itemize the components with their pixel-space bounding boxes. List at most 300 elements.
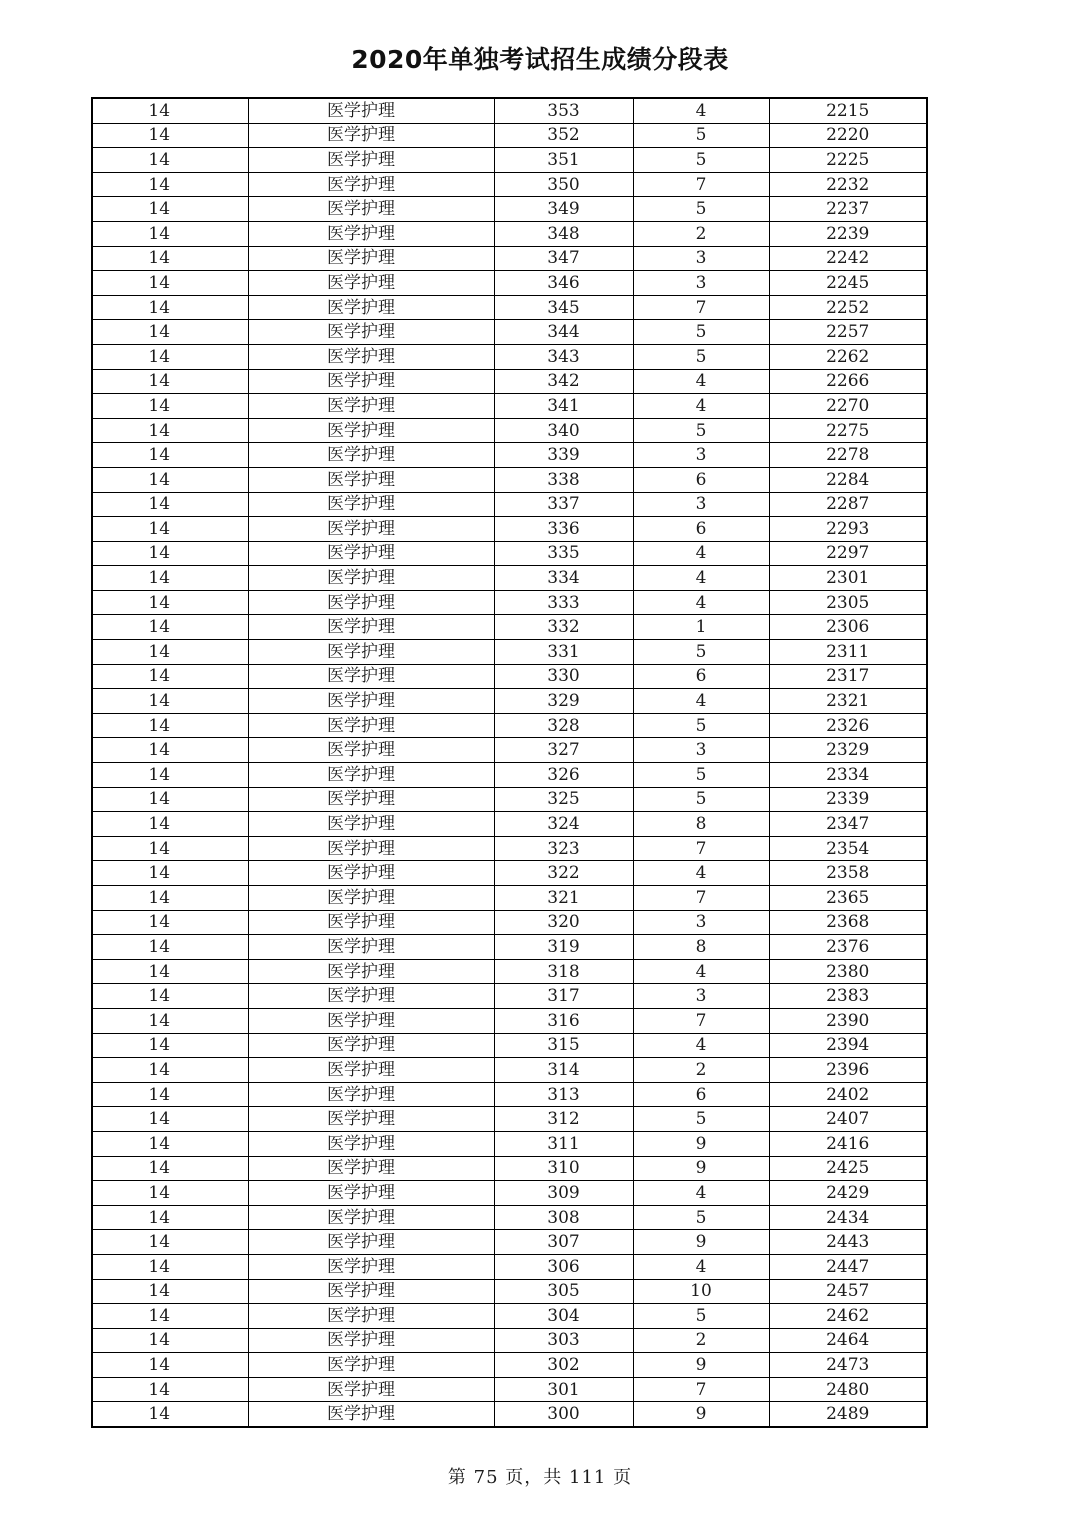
major-cell: 医学护理 [248,984,494,1009]
count-cell: 7 [633,1377,769,1402]
major-cell: 医学护理 [248,344,494,369]
score-cell: 330 [494,664,633,689]
category-cell: 14 [92,418,248,443]
table-row [92,295,927,320]
table-row [92,492,927,517]
table-row [92,1402,927,1427]
major-cell: 医学护理 [248,1131,494,1156]
major-cell: 医学护理 [248,590,494,615]
score-cell: 306 [494,1254,633,1279]
count-cell: 7 [633,1008,769,1033]
cumulative-cell: 2305 [769,590,927,615]
major-cell: 医学护理 [248,689,494,714]
count-cell: 9 [633,1131,769,1156]
category-cell: 14 [92,541,248,566]
category-cell: 14 [92,221,248,246]
major-cell: 医学护理 [248,1156,494,1181]
table-row [92,787,927,812]
cumulative-cell: 2347 [769,812,927,837]
score-cell: 337 [494,492,633,517]
table-row [92,664,927,689]
count-cell: 9 [633,1353,769,1378]
cumulative-cell: 2317 [769,664,927,689]
major-cell: 医学护理 [248,517,494,542]
score-cell: 302 [494,1353,633,1378]
count-cell: 5 [633,418,769,443]
cumulative-cell: 2383 [769,984,927,1009]
major-cell: 医学护理 [248,836,494,861]
count-cell: 9 [633,1156,769,1181]
table-row [92,148,927,173]
table-row [92,221,927,246]
score-cell: 347 [494,246,633,271]
count-cell: 5 [633,787,769,812]
table-row [92,197,927,222]
count-cell: 3 [633,246,769,271]
table-row [92,443,927,468]
score-cell: 338 [494,467,633,492]
cumulative-cell: 2443 [769,1230,927,1255]
major-cell: 医学护理 [248,1353,494,1378]
score-cell: 351 [494,148,633,173]
count-cell: 10 [633,1279,769,1304]
table-row [92,763,927,788]
major-cell: 医学护理 [248,861,494,886]
count-cell: 6 [633,1082,769,1107]
score-cell: 342 [494,369,633,394]
score-cell: 345 [494,295,633,320]
score-cell: 328 [494,713,633,738]
major-cell: 医学护理 [248,713,494,738]
score-cell: 313 [494,1082,633,1107]
major-cell: 医学护理 [248,1304,494,1329]
count-cell: 5 [633,148,769,173]
score-cell: 336 [494,517,633,542]
score-cell: 329 [494,689,633,714]
category-cell: 14 [92,1156,248,1181]
major-cell: 医学护理 [248,1107,494,1132]
table-row [92,1033,927,1058]
category-cell: 14 [92,271,248,296]
category-cell: 14 [92,566,248,591]
score-cell: 332 [494,615,633,640]
category-cell: 14 [92,861,248,886]
major-cell: 医学护理 [248,738,494,763]
score-cell: 303 [494,1328,633,1353]
cumulative-cell: 2429 [769,1181,927,1206]
score-cell: 315 [494,1033,633,1058]
table-row [92,812,927,837]
category-cell: 14 [92,1008,248,1033]
score-cell: 325 [494,787,633,812]
category-cell: 14 [92,492,248,517]
category-cell: 14 [92,172,248,197]
cumulative-cell: 2257 [769,320,927,345]
count-cell: 6 [633,467,769,492]
cumulative-cell: 2394 [769,1033,927,1058]
page-footer [0,1463,1080,1489]
table-row [92,738,927,763]
major-cell: 医学护理 [248,1082,494,1107]
table-row [92,320,927,345]
score-cell: 350 [494,172,633,197]
category-cell: 14 [92,394,248,419]
score-cell: 353 [494,98,633,123]
table-row [92,1181,927,1206]
category-cell: 14 [92,295,248,320]
category-cell: 14 [92,1353,248,1378]
table-row [92,1107,927,1132]
score-cell: 331 [494,640,633,665]
cumulative-cell: 2220 [769,123,927,148]
category-cell: 14 [92,910,248,935]
cumulative-cell: 2266 [769,369,927,394]
score-cell: 326 [494,763,633,788]
score-cell: 349 [494,197,633,222]
cumulative-cell: 2278 [769,443,927,468]
cumulative-cell: 2275 [769,418,927,443]
category-cell: 14 [92,689,248,714]
cumulative-cell: 2480 [769,1377,927,1402]
table-row [92,1058,927,1083]
major-cell: 医学护理 [248,910,494,935]
cumulative-cell: 2358 [769,861,927,886]
count-cell: 8 [633,812,769,837]
score-cell: 314 [494,1058,633,1083]
cumulative-cell: 2245 [769,271,927,296]
table-row [92,713,927,738]
major-cell: 医学护理 [248,640,494,665]
cumulative-cell: 2232 [769,172,927,197]
cumulative-cell: 2402 [769,1082,927,1107]
major-cell: 医学护理 [248,763,494,788]
count-cell: 5 [633,1304,769,1329]
cumulative-cell: 2237 [769,197,927,222]
count-cell: 5 [633,1205,769,1230]
major-cell: 医学护理 [248,172,494,197]
category-cell: 14 [92,443,248,468]
major-cell: 医学护理 [248,1033,494,1058]
category-cell: 14 [92,369,248,394]
major-cell: 医学护理 [248,812,494,837]
category-cell: 14 [92,123,248,148]
table-row [92,566,927,591]
major-cell: 医学护理 [248,541,494,566]
cumulative-cell: 2425 [769,1156,927,1181]
count-cell: 4 [633,861,769,886]
score-cell: 343 [494,344,633,369]
count-cell: 7 [633,295,769,320]
cumulative-cell: 2225 [769,148,927,173]
cumulative-cell: 2329 [769,738,927,763]
cumulative-cell: 2376 [769,935,927,960]
count-cell: 4 [633,590,769,615]
major-cell: 医学护理 [248,1328,494,1353]
major-cell: 医学护理 [248,959,494,984]
cumulative-cell: 2284 [769,467,927,492]
count-cell: 4 [633,1181,769,1206]
score-cell: 319 [494,935,633,960]
table-row [92,1254,927,1279]
cumulative-cell: 2368 [769,910,927,935]
table-row [92,1082,927,1107]
score-cell: 334 [494,566,633,591]
category-cell: 14 [92,1328,248,1353]
cumulative-cell: 2390 [769,1008,927,1033]
score-cell: 309 [494,1181,633,1206]
table-row [92,123,927,148]
category-cell: 14 [92,959,248,984]
cumulative-cell: 2380 [769,959,927,984]
category-cell: 14 [92,1254,248,1279]
score-cell: 308 [494,1205,633,1230]
cumulative-cell: 2365 [769,886,927,911]
table-row [92,935,927,960]
score-cell: 307 [494,1230,633,1255]
cumulative-cell: 2311 [769,640,927,665]
score-cell: 324 [494,812,633,837]
count-cell: 5 [633,123,769,148]
category-cell: 14 [92,738,248,763]
category-cell: 14 [92,517,248,542]
cumulative-cell: 2326 [769,713,927,738]
score-cell: 348 [494,221,633,246]
major-cell: 医学护理 [248,615,494,640]
category-cell: 14 [92,1230,248,1255]
major-cell: 医学护理 [248,221,494,246]
score-cell: 341 [494,394,633,419]
major-cell: 医学护理 [248,1058,494,1083]
count-cell: 9 [633,1402,769,1427]
count-cell: 7 [633,836,769,861]
major-cell: 医学护理 [248,1181,494,1206]
table-row [92,246,927,271]
count-cell: 4 [633,959,769,984]
major-cell: 医学护理 [248,197,494,222]
score-cell: 323 [494,836,633,861]
major-cell: 医学护理 [248,1254,494,1279]
count-cell: 4 [633,689,769,714]
score-cell: 300 [494,1402,633,1427]
count-cell: 7 [633,172,769,197]
count-cell: 5 [633,344,769,369]
cumulative-cell: 2262 [769,344,927,369]
cumulative-cell: 2306 [769,615,927,640]
cumulative-cell: 2270 [769,394,927,419]
table-row [92,418,927,443]
major-cell: 医学护理 [248,1402,494,1427]
count-cell: 3 [633,271,769,296]
major-cell: 医学护理 [248,1230,494,1255]
cumulative-cell: 2334 [769,763,927,788]
category-cell: 14 [92,1377,248,1402]
count-cell: 6 [633,664,769,689]
count-cell: 3 [633,492,769,517]
score-cell: 320 [494,910,633,935]
cumulative-cell: 2215 [769,98,927,123]
cumulative-cell: 2407 [769,1107,927,1132]
major-cell: 医学护理 [248,664,494,689]
cumulative-cell: 2416 [769,1131,927,1156]
category-cell: 14 [92,640,248,665]
category-cell: 14 [92,98,248,123]
count-cell: 5 [633,713,769,738]
category-cell: 14 [92,984,248,1009]
score-cell: 317 [494,984,633,1009]
major-cell: 医学护理 [248,123,494,148]
table-row [92,1008,927,1033]
table-row [92,1230,927,1255]
page-number-text: 第 75 页，共 111 页 [447,1467,633,1488]
count-cell: 4 [633,1254,769,1279]
score-cell: 301 [494,1377,633,1402]
cumulative-cell: 2287 [769,492,927,517]
major-cell: 医学护理 [248,1205,494,1230]
table-row [92,271,927,296]
cumulative-cell: 2434 [769,1205,927,1230]
category-cell: 14 [92,1279,248,1304]
category-cell: 14 [92,1107,248,1132]
score-cell: 344 [494,320,633,345]
table-row [92,541,927,566]
cumulative-cell: 2462 [769,1304,927,1329]
category-cell: 14 [92,713,248,738]
count-cell: 9 [633,1230,769,1255]
count-cell: 2 [633,1328,769,1353]
major-cell: 医学护理 [248,1008,494,1033]
count-cell: 2 [633,1058,769,1083]
category-cell: 14 [92,1402,248,1427]
category-cell: 14 [92,148,248,173]
category-cell: 14 [92,1058,248,1083]
category-cell: 14 [92,246,248,271]
major-cell: 医学护理 [248,566,494,591]
category-cell: 14 [92,812,248,837]
table-row [92,1328,927,1353]
table-row [92,910,927,935]
major-cell: 医学护理 [248,467,494,492]
score-cell: 304 [494,1304,633,1329]
score-cell: 339 [494,443,633,468]
cumulative-cell: 2354 [769,836,927,861]
category-cell: 14 [92,320,248,345]
major-cell: 医学护理 [248,492,494,517]
table-row [92,1156,927,1181]
count-cell: 5 [633,763,769,788]
count-cell: 3 [633,910,769,935]
table-row [92,886,927,911]
count-cell: 2 [633,221,769,246]
cumulative-cell: 2297 [769,541,927,566]
table-row [92,1279,927,1304]
major-cell: 医学护理 [248,1377,494,1402]
category-cell: 14 [92,467,248,492]
score-cell: 321 [494,886,633,911]
cumulative-cell: 2339 [769,787,927,812]
count-cell: 1 [633,615,769,640]
major-cell: 医学护理 [248,295,494,320]
score-cell: 305 [494,1279,633,1304]
table-row [92,517,927,542]
table-row [92,467,927,492]
category-cell: 14 [92,886,248,911]
category-cell: 14 [92,615,248,640]
table-row [92,689,927,714]
score-cell: 335 [494,541,633,566]
count-cell: 5 [633,1107,769,1132]
score-cell: 340 [494,418,633,443]
table-row [92,984,927,1009]
cumulative-cell: 2457 [769,1279,927,1304]
category-cell: 14 [92,1033,248,1058]
category-cell: 14 [92,1181,248,1206]
table-row [92,1205,927,1230]
score-cell: 310 [494,1156,633,1181]
count-cell: 3 [633,738,769,763]
category-cell: 14 [92,763,248,788]
category-cell: 14 [92,1205,248,1230]
score-cell: 352 [494,123,633,148]
count-cell: 4 [633,541,769,566]
major-cell: 医学护理 [248,369,494,394]
page-title: 2020年单独考试招生成绩分段表 [351,45,729,74]
major-cell: 医学护理 [248,935,494,960]
score-table-container [91,97,926,1428]
cumulative-cell: 2239 [769,221,927,246]
count-cell: 7 [633,886,769,911]
category-cell: 14 [92,935,248,960]
count-cell: 5 [633,320,769,345]
table-row [92,369,927,394]
table-row [92,394,927,419]
count-cell: 4 [633,394,769,419]
cumulative-cell: 2321 [769,689,927,714]
count-cell: 5 [633,197,769,222]
major-cell: 医学护理 [248,443,494,468]
table-row [92,1377,927,1402]
category-cell: 14 [92,1304,248,1329]
count-cell: 4 [633,98,769,123]
count-cell: 6 [633,517,769,542]
table-row [92,1353,927,1378]
table-row [92,344,927,369]
table-row [92,959,927,984]
count-cell: 3 [633,443,769,468]
score-cell: 316 [494,1008,633,1033]
table-row [92,590,927,615]
score-cell: 322 [494,861,633,886]
cumulative-cell: 2301 [769,566,927,591]
count-cell: 4 [633,566,769,591]
major-cell: 医学护理 [248,320,494,345]
table-row [92,615,927,640]
table-row [92,172,927,197]
count-cell: 5 [633,640,769,665]
count-cell: 4 [633,369,769,394]
table-row [92,836,927,861]
category-cell: 14 [92,836,248,861]
category-cell: 14 [92,197,248,222]
table-body [92,98,927,1427]
score-cell: 333 [494,590,633,615]
cumulative-cell: 2489 [769,1402,927,1427]
major-cell: 医学护理 [248,1279,494,1304]
major-cell: 医学护理 [248,787,494,812]
major-cell: 医学护理 [248,394,494,419]
category-cell: 14 [92,590,248,615]
cumulative-cell: 2473 [769,1353,927,1378]
cumulative-cell: 2447 [769,1254,927,1279]
